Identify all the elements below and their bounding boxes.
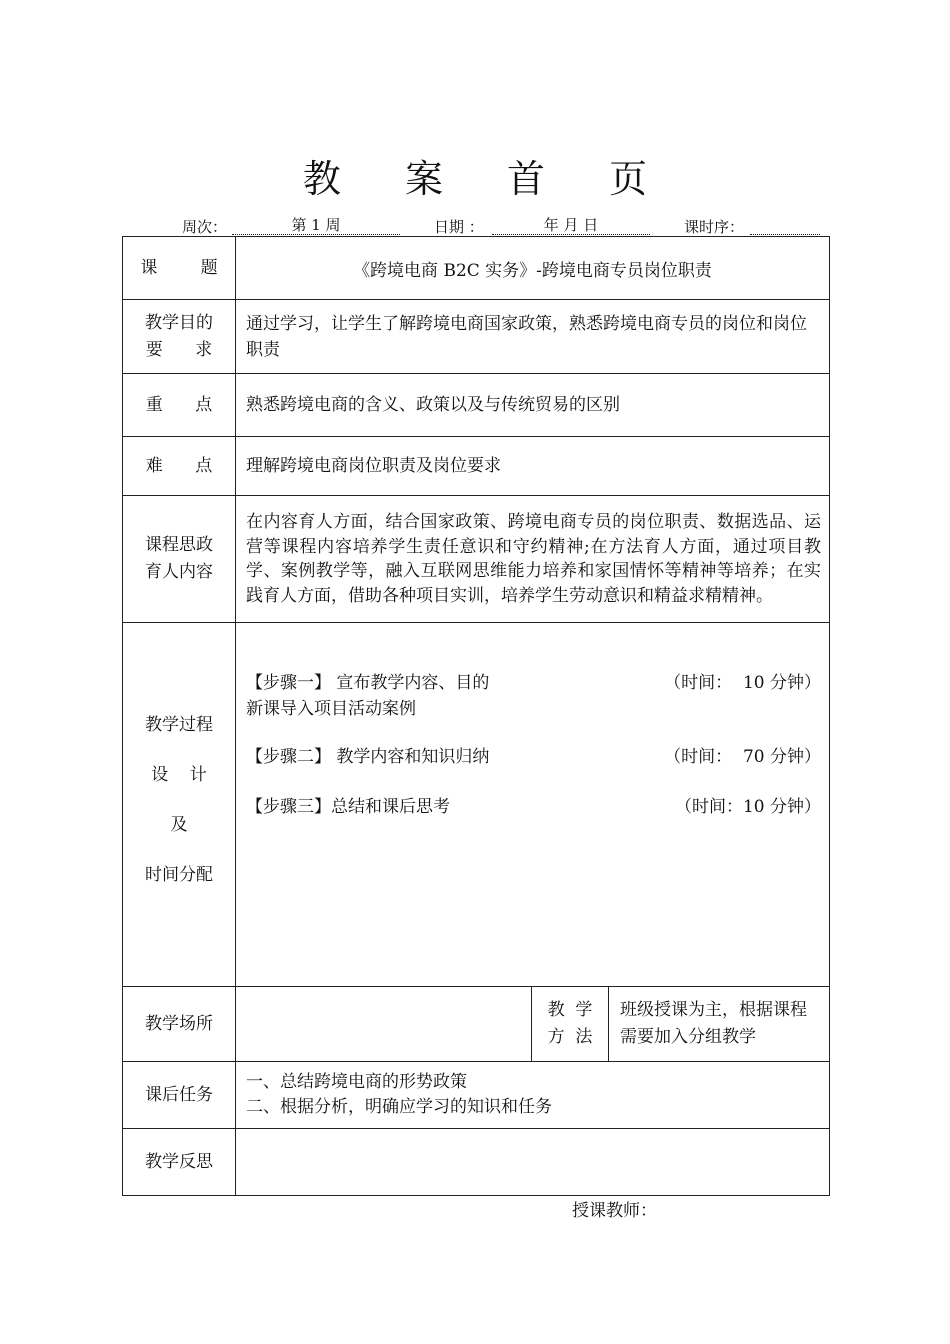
- difficulty-label: 难 点: [123, 437, 236, 496]
- row-key-point: [123, 374, 830, 437]
- ideology-label-line2: 育人内容: [145, 562, 213, 582]
- ideology-label: [123, 496, 236, 623]
- period-field: [750, 216, 820, 235]
- row-venue: [123, 987, 830, 1062]
- step-3-text: 【步骤三】总结和课后思考: [246, 797, 450, 817]
- method-label-line2: 方 法: [547, 1027, 593, 1047]
- process-label-line2: 设 计: [151, 764, 207, 785]
- key-point-value: 熟悉跨境电商的含义、政策以及与传统贸易的区别: [236, 374, 830, 437]
- venue-label: 教学场所: [123, 987, 236, 1062]
- process-content: [236, 623, 830, 987]
- row-process: [123, 623, 830, 987]
- process-label-line1: 教学过程: [145, 714, 213, 735]
- process-label-line3: 及: [170, 814, 188, 835]
- objective-label-line2: 要 求: [145, 339, 213, 360]
- method-label: [532, 987, 609, 1062]
- step-2: [246, 744, 821, 770]
- topic-label: 课 题: [123, 237, 236, 300]
- period-value: [750, 216, 820, 235]
- step-2-time: （时间： 70 分钟）: [664, 747, 822, 767]
- lesson-plan-table: [122, 236, 830, 1196]
- homework-line2: 二、根据分析，明确应学习的知识和任务: [246, 1097, 552, 1117]
- date-label: 日期 ：: [434, 218, 484, 236]
- objective-value: 通过学习，让学生了解跨境电商国家政策，熟悉跨境电商专员的岗位和岗位职责: [236, 300, 830, 374]
- step-3-time: （时间：10 分钟）: [674, 797, 822, 817]
- row-ideology: [123, 496, 830, 623]
- step-1: [246, 670, 821, 696]
- week-value: 第 1 周: [232, 216, 400, 235]
- teacher-signature-label: 授课教师：: [572, 1201, 657, 1221]
- period-label: 课时序：: [684, 218, 745, 236]
- page-title: 教 案 首 页: [302, 157, 674, 201]
- step-1-text: 【步骤一】 宣布教学内容、目的: [246, 673, 490, 693]
- key-point-label: 重 点: [123, 374, 236, 437]
- step-2-text: 【步骤二】 教学内容和知识归纳: [246, 747, 490, 767]
- reflection-value: [236, 1129, 830, 1196]
- row-difficulty: [123, 437, 830, 496]
- process-label: [123, 623, 236, 987]
- homework-label: 课后任务: [123, 1062, 236, 1129]
- step-3: [246, 794, 821, 820]
- method-label-line1: 教 学: [547, 1000, 593, 1020]
- step-1-sub: 新课导入项目活动案例: [246, 699, 416, 719]
- step-1-time: （时间： 10 分钟）: [664, 673, 822, 693]
- venue-value: [236, 987, 532, 1062]
- homework-line1: 一、总结跨境电商的形势政策: [246, 1072, 467, 1092]
- week-field: [232, 216, 400, 235]
- topic-value: 《跨境电商 B2C 实务》-跨境电商专员岗位职责: [236, 237, 830, 300]
- row-homework: [123, 1062, 830, 1129]
- date-field: [492, 216, 650, 235]
- process-label-line4: 时间分配: [145, 864, 213, 885]
- row-objective: [123, 300, 830, 374]
- objective-label: [123, 300, 236, 374]
- date-value: 年 月 日: [492, 216, 650, 235]
- method-value: 班级授课为主，根据课程需要加入分组教学: [609, 987, 830, 1062]
- header-meta: [0, 216, 950, 238]
- row-topic: [123, 237, 830, 300]
- row-reflection: [123, 1129, 830, 1196]
- ideology-value: 在内容育人方面，结合国家政策、跨境电商专员的岗位职责、数据选品、运营等课程内容培养学生责任意识和守约精神;在方法育人方面，通过项目教学、案例教学等，融入互联网思维能力培养和家国情怀等精神等培养；在实践育人方面，借助各种项目实训，培养学生劳动意识和精益求精精神。: [236, 496, 830, 623]
- objective-label-line1: 教学目的: [145, 312, 213, 333]
- ideology-label-line1: 课程思政: [145, 535, 213, 555]
- difficulty-value: 理解跨境电商岗位职责及岗位要求: [236, 437, 830, 496]
- homework-content: [236, 1062, 830, 1129]
- week-label: 周次：: [182, 218, 228, 236]
- reflection-label: 教学反思: [123, 1129, 236, 1196]
